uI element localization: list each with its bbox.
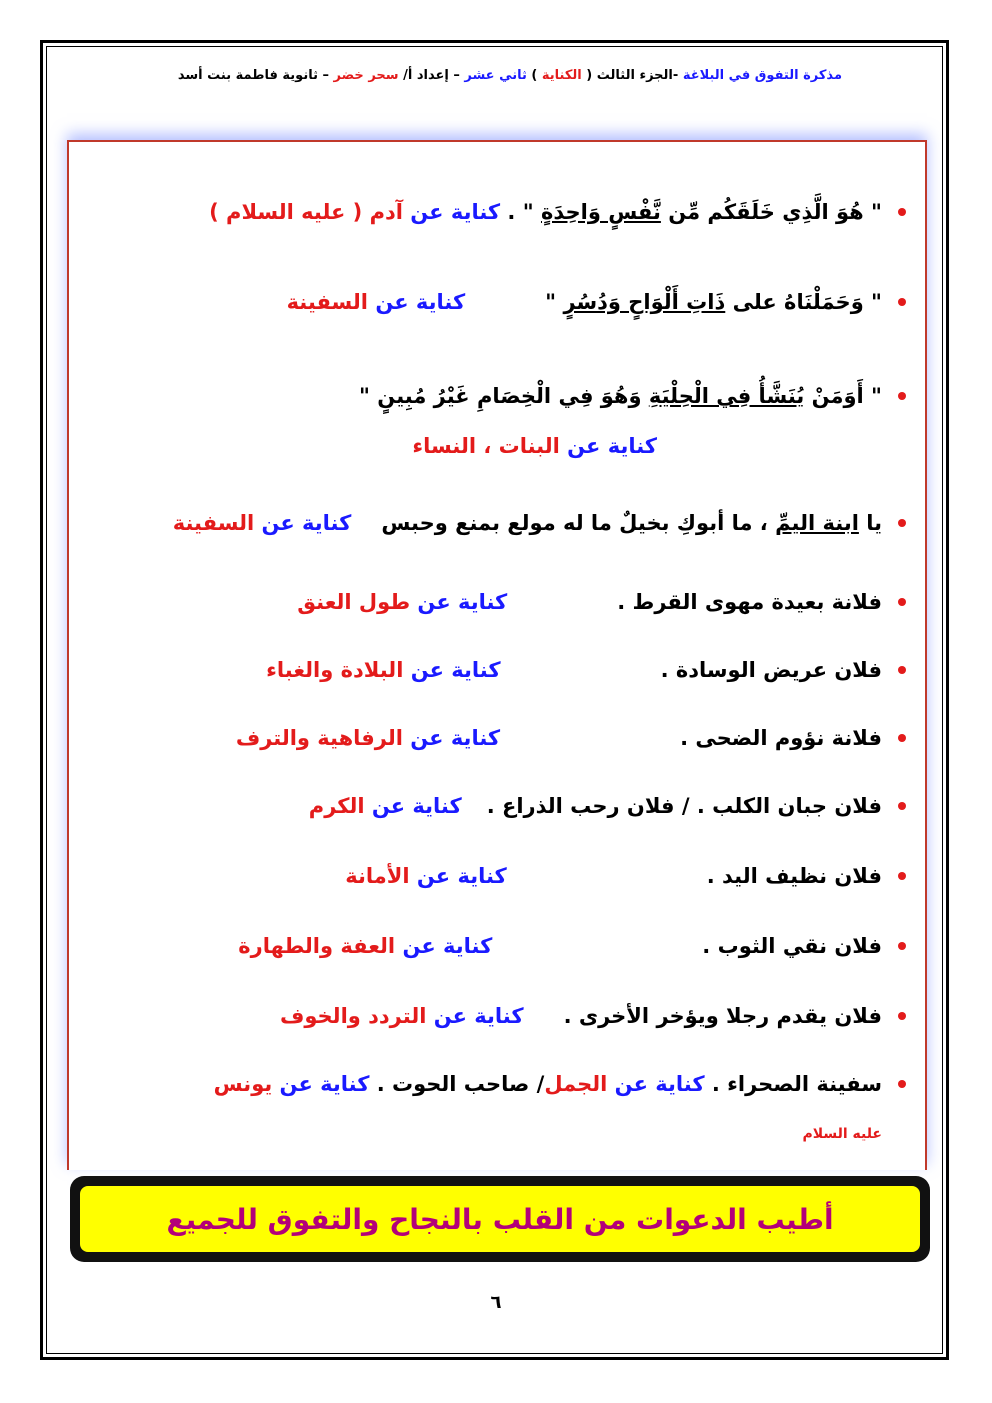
list-item <box>236 726 882 750</box>
item-kinaya-label: كناية عن <box>402 726 501 750</box>
item-text: " أَوَمَنْ <box>804 384 882 408</box>
item-kinaya-meaning: طول العنق <box>297 590 411 614</box>
item-underlined: نَّفْسٍ وَاحِدَةٍ <box>540 200 661 224</box>
header-school: – ثانوية فاطمة بنت أسد <box>177 68 334 83</box>
header-part: ) <box>526 68 542 83</box>
bullet-icon <box>898 208 906 216</box>
item-kinaya-meaning: البلادة والغباء <box>266 658 404 682</box>
item-kinaya-meaning: العفة والطهارة <box>238 934 396 958</box>
header-topic: الكناية <box>541 68 582 83</box>
bullet-icon <box>898 392 906 400</box>
item-text: فلان عريض الوسادة . <box>660 658 882 682</box>
item-text: فلان نقي الثوب . <box>702 934 882 958</box>
page-number: ٦ <box>490 1292 502 1313</box>
item-kinaya-label: كناية عن <box>395 934 493 958</box>
item-kinaya-label: كناية عن <box>402 200 501 224</box>
item-kinaya-meaning: الكرم <box>308 794 365 818</box>
list-item <box>297 590 882 614</box>
item-kinaya-meaning: الجمل <box>544 1072 608 1096</box>
list-item-continuation <box>412 434 657 458</box>
item-kinaya-label: كناية عن <box>559 434 657 458</box>
item-kinaya-meaning: الأمانة <box>345 864 410 888</box>
item-kinaya-meaning: السفينة <box>172 511 255 535</box>
list-item <box>209 200 882 224</box>
item-kinaya-label: كناية عن <box>368 290 466 314</box>
bullet-icon <box>898 519 906 527</box>
list-item-continuation <box>802 1126 882 1142</box>
list-item <box>359 384 882 408</box>
list-item <box>287 290 882 314</box>
list-item <box>309 794 882 818</box>
page-header <box>60 68 842 83</box>
header-part: -الجزء الثالث ( <box>581 68 683 83</box>
item-kinaya-label: كناية عن <box>254 511 352 535</box>
bullet-icon <box>898 1012 906 1020</box>
bullet-icon <box>898 1080 906 1088</box>
item-text: " هُوَ الَّذِي خَلَقَكُم مِّن <box>660 200 882 224</box>
list-item <box>266 658 882 682</box>
item-kinaya-label: كناية عن <box>607 1072 705 1096</box>
item-kinaya-meaning: الرفاهية والترف <box>235 726 403 750</box>
item-kinaya-meaning: آدم ( عليه السلام ) <box>209 200 403 224</box>
item-text: فلان نظيف اليد . <box>706 864 882 888</box>
bullet-icon <box>898 942 906 950</box>
header-author: سحر خضر <box>333 68 399 83</box>
item-text: وَهُوَ فِي الْخِصَامِ غَيْرُ مُبِينٍ " <box>359 384 649 408</box>
item-text: يا <box>858 511 882 535</box>
item-text: فلان جبان الكلب . / فلان رحب الذراع . <box>486 794 882 818</box>
item-underlined: ابنة اليمِّ <box>775 511 859 535</box>
item-text: فلانة بعيدة مهوى القرط . <box>617 590 882 614</box>
list-item <box>280 1004 882 1028</box>
item-kinaya-label: كناية عن <box>410 590 508 614</box>
list-item <box>238 934 882 958</box>
bullet-icon <box>898 598 906 606</box>
bullet-icon <box>898 666 906 674</box>
item-kinaya-meaning: السفينة <box>286 290 369 314</box>
item-kinaya-meaning: البنات ، النساء <box>412 434 560 458</box>
item-text: ، ما أبوكِ بخيلٌ ما له مولع بمنع وحبس <box>381 511 776 535</box>
bullet-icon <box>898 734 906 742</box>
item-text: " وَحَمَلْنَاهُ على <box>725 290 882 314</box>
list-item <box>214 1072 882 1096</box>
item-kinaya-label: كناية عن <box>403 658 501 682</box>
item-underlined: ذَاتِ أَلْوَاحٍ وَدُسُرٍ <box>563 290 726 314</box>
item-underlined: يُنَشَّأُ فِي الْحِلْيَةِ <box>648 384 805 408</box>
list-item <box>345 864 882 888</box>
banner-text: أطيب الدعوات من القلب بالنجاح والتفوق للجميع <box>80 1186 920 1252</box>
bullet-icon <box>898 872 906 880</box>
item-kinaya-meaning: عليه السلام <box>802 1126 882 1142</box>
item-text: فلان يقدم رجلا ويؤخر الأخرى . <box>563 1004 882 1028</box>
item-kinaya-label: كناية عن <box>272 1072 370 1096</box>
item-text: سفينة الصحراء . <box>704 1072 882 1096</box>
item-text: " . <box>500 200 541 224</box>
item-text: فلانة نؤوم الضحى . <box>680 726 882 750</box>
header-title: مذكرة التفوق في البلاغة <box>682 68 842 83</box>
item-text: " <box>545 290 564 314</box>
bullet-icon <box>898 298 906 306</box>
bullet-icon <box>898 802 906 810</box>
header-part: – إعداد أ/ <box>398 68 465 83</box>
header-grade: ثاني عشر <box>464 68 527 83</box>
item-kinaya-meaning: يونس <box>213 1072 273 1096</box>
item-text: / صاحب الحوت . <box>369 1072 545 1096</box>
item-kinaya-label: كناية عن <box>426 1004 524 1028</box>
item-kinaya-meaning: التردد والخوف <box>279 1004 427 1028</box>
list-item <box>173 511 882 535</box>
item-kinaya-label: كناية عن <box>409 864 507 888</box>
closing-banner <box>70 1176 930 1262</box>
item-kinaya-label: كناية عن <box>364 794 462 818</box>
